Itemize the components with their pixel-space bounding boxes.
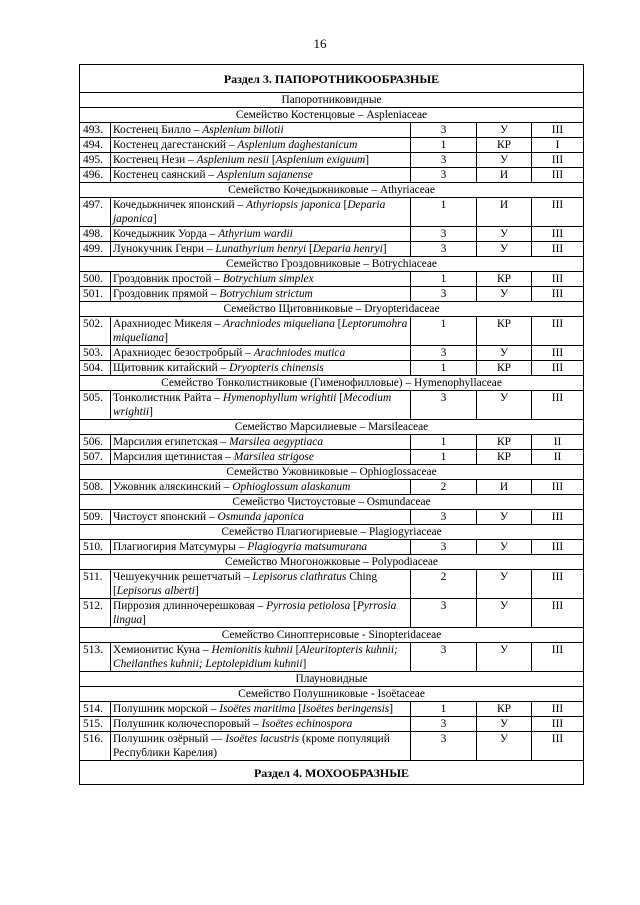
name-text: [ xyxy=(292,644,300,656)
name-text: Чистоуст японский – xyxy=(113,511,218,523)
category-cell: 1 xyxy=(411,361,477,376)
name-text: Щитовник китайский – xyxy=(113,362,230,374)
species-row xyxy=(80,570,584,599)
name-text: ] xyxy=(382,243,387,255)
name-text: Лунокучник Генри – xyxy=(113,243,216,255)
row-number: 497. xyxy=(80,198,111,227)
row-number: 498. xyxy=(80,227,111,242)
species-row xyxy=(80,450,584,465)
category-cell: 1 xyxy=(411,138,477,153)
category-cell: 1 xyxy=(411,317,477,346)
family-row xyxy=(80,108,584,123)
category-cell: 3 xyxy=(411,287,477,302)
name-text: Костенец саянский – xyxy=(113,169,217,181)
species-name xyxy=(111,570,411,599)
priority-cell: III xyxy=(532,702,584,717)
species-row xyxy=(80,702,584,717)
species-row xyxy=(80,391,584,420)
latin-name: Deparia japonica xyxy=(113,199,386,225)
status-cell: У xyxy=(477,287,532,302)
status-cell: У xyxy=(477,599,532,628)
latin-name: Mecodium wrightii xyxy=(113,392,392,418)
name-text: Марсилия египетская – xyxy=(113,436,230,448)
family-title: Семейство Многоножковые – Polypodiaceae xyxy=(80,555,584,570)
latin-name: Isoëtes beringensis xyxy=(302,703,390,715)
row-number: 505. xyxy=(80,391,111,420)
category-cell: 2 xyxy=(411,480,477,495)
name-text: [ xyxy=(350,600,357,612)
species-name xyxy=(111,435,411,450)
priority-cell: III xyxy=(532,123,584,138)
name-text: [ xyxy=(336,392,344,404)
priority-cell: I xyxy=(532,138,584,153)
priority-cell: II xyxy=(532,450,584,465)
name-text: Костенец дагестанский – xyxy=(113,139,238,151)
name-text: ] xyxy=(142,614,146,626)
family-title: Семейство Костенцовые – Aspleniaceae xyxy=(80,108,584,123)
row-number: 508. xyxy=(80,480,111,495)
latin-name: Osmunda japonica xyxy=(217,511,304,523)
species-row xyxy=(80,123,584,138)
family-row xyxy=(80,376,584,391)
priority-cell: III xyxy=(532,643,584,672)
species-row xyxy=(80,435,584,450)
status-cell: У xyxy=(477,510,532,525)
name-text: Плагиогирия Матсумуры – xyxy=(113,541,248,553)
latin-name: Athyrium wardii xyxy=(218,228,293,240)
latin-name: Athyriopsis japonica xyxy=(246,199,341,211)
latin-name: Asplenium nesii xyxy=(196,154,270,166)
priority-cell: III xyxy=(532,287,584,302)
row-number: 512. xyxy=(80,599,111,628)
species-name xyxy=(111,717,411,732)
row-number: 507. xyxy=(80,450,111,465)
species-row xyxy=(80,361,584,376)
species-name xyxy=(111,346,411,361)
latin-name: Arachniodes mutica xyxy=(253,347,346,359)
status-cell: И xyxy=(477,480,532,495)
species-row xyxy=(80,168,584,183)
latin-name: Asplenium billotii xyxy=(202,124,284,136)
species-row xyxy=(80,732,584,761)
priority-cell: III xyxy=(532,227,584,242)
latin-name: Pyrrosia lingua xyxy=(113,600,397,626)
status-cell: У xyxy=(477,570,532,599)
category-cell: 3 xyxy=(411,599,477,628)
latin-name: Ophioglossum alaskanum xyxy=(232,481,351,493)
species-name xyxy=(111,732,411,761)
name-text: Полушник колючеспоровый – xyxy=(113,718,262,730)
row-number: 496. xyxy=(80,168,111,183)
status-cell: КР xyxy=(477,450,532,465)
category-cell: 1 xyxy=(411,272,477,287)
priority-cell: III xyxy=(532,510,584,525)
latin-name: Marsilea strigose xyxy=(233,451,314,463)
priority-cell: II xyxy=(532,435,584,450)
latin-name: Lepisorus alberti xyxy=(116,585,195,597)
status-cell: У xyxy=(477,717,532,732)
section-header-row xyxy=(80,65,584,93)
latin-name: Lepisorus clathratus xyxy=(252,571,347,583)
species-row xyxy=(80,346,584,361)
name-text: ] xyxy=(365,154,370,166)
priority-cell: III xyxy=(532,570,584,599)
priority-cell: III xyxy=(532,317,584,346)
priority-cell: III xyxy=(532,540,584,555)
latin-name: Dryopteris chinensis xyxy=(229,362,324,374)
name-text: [ xyxy=(269,154,276,166)
name-text: ] xyxy=(152,213,157,225)
species-row xyxy=(80,272,584,287)
status-cell: И xyxy=(477,198,532,227)
priority-cell: III xyxy=(532,391,584,420)
group-title: Папоротниковидные xyxy=(80,93,584,108)
species-name xyxy=(111,198,411,227)
species-name xyxy=(111,540,411,555)
species-row xyxy=(80,510,584,525)
family-title: Семейство Ужовниковые – Ophioglossaceae xyxy=(80,465,584,480)
name-text: ] xyxy=(302,658,307,670)
species-name xyxy=(111,391,411,420)
species-row xyxy=(80,138,584,153)
species-name xyxy=(111,123,411,138)
status-cell: КР xyxy=(477,272,532,287)
family-title: Семейство Марсилиевые – Marsileaceae xyxy=(80,420,584,435)
row-number: 514. xyxy=(80,702,111,717)
family-row xyxy=(80,525,584,540)
name-text: Костенец Билло – xyxy=(113,124,203,136)
name-text: Гроздовник простой – xyxy=(113,273,223,285)
priority-cell: III xyxy=(532,272,584,287)
family-title: Семейство Полушниковые - Isoëtaceae xyxy=(80,687,584,702)
row-number: 504. xyxy=(80,361,111,376)
latin-name: Hymenophyllum wrightii xyxy=(222,392,337,404)
section-footer-row xyxy=(80,761,584,785)
latin-name: Botrychium strictum xyxy=(219,288,313,300)
category-cell: 3 xyxy=(411,346,477,361)
latin-name: Arachniodes miqueliana xyxy=(223,318,335,330)
status-cell: У xyxy=(477,540,532,555)
category-cell: 3 xyxy=(411,717,477,732)
category-cell: 1 xyxy=(411,198,477,227)
species-name xyxy=(111,450,411,465)
category-cell: 3 xyxy=(411,540,477,555)
species-name xyxy=(111,317,411,346)
species-row xyxy=(80,643,584,672)
row-number: 510. xyxy=(80,540,111,555)
species-name xyxy=(111,643,411,672)
species-name xyxy=(111,168,411,183)
species-row xyxy=(80,198,584,227)
species-row xyxy=(80,599,584,628)
name-text: Полушник озёрный — xyxy=(113,733,226,745)
species-name xyxy=(111,153,411,168)
name-text: [ xyxy=(295,703,303,715)
species-row xyxy=(80,717,584,732)
latin-name: Pyrrosia petiolosa xyxy=(266,600,351,612)
red-book-table xyxy=(79,64,584,785)
family-title: Семейство Гроздовниковые – Botrychiaceae xyxy=(80,257,584,272)
species-name xyxy=(111,138,411,153)
name-text: [ xyxy=(306,243,313,255)
name-text: Ching [ xyxy=(113,571,378,597)
row-number: 495. xyxy=(80,153,111,168)
category-cell: 3 xyxy=(411,123,477,138)
category-cell: 3 xyxy=(411,242,477,257)
name-text: Чешуекучник решетчатый – xyxy=(113,571,253,583)
row-number: 503. xyxy=(80,346,111,361)
name-text: Костенец Нези – xyxy=(113,154,197,166)
name-text: Кочедыжник Уорда – xyxy=(113,228,219,240)
next-section-title: Раздел 4. МОХООБРАЗНЫЕ xyxy=(80,761,584,785)
row-number: 494. xyxy=(80,138,111,153)
priority-cell: III xyxy=(532,198,584,227)
species-name xyxy=(111,287,411,302)
name-text: (кроме популяций Республики Карелия) xyxy=(113,733,390,759)
status-cell: КР xyxy=(477,702,532,717)
name-text: ] xyxy=(194,585,199,597)
latin-name: Isoëtes echinospora xyxy=(261,718,353,730)
category-cell: 3 xyxy=(411,732,477,761)
group-title: Плауновидные xyxy=(80,672,584,687)
latin-name: Aleuritopteris kuhnii; Cheilanthes kuhnii; Leptolepidium kuhnii xyxy=(113,644,398,670)
latin-name: Lunathyrium henryi xyxy=(215,243,307,255)
family-row xyxy=(80,420,584,435)
name-text: ] xyxy=(164,332,169,344)
name-text: [ xyxy=(334,318,342,330)
table-footer xyxy=(80,761,584,785)
family-title: Семейство Синоптерисовые - Sinopteridaceae xyxy=(80,628,584,643)
family-row xyxy=(80,183,584,198)
category-cell: 3 xyxy=(411,168,477,183)
name-text: Ужовник аляскинский – xyxy=(113,481,233,493)
category-cell: 1 xyxy=(411,702,477,717)
section-title: Раздел 3. ПАПОРОТНИКООБРАЗНЫЕ xyxy=(80,65,584,93)
latin-name: Asplenium sajanense xyxy=(216,169,313,181)
category-cell: 3 xyxy=(411,391,477,420)
status-cell: У xyxy=(477,732,532,761)
name-text: Полушник морской – xyxy=(113,703,220,715)
species-name xyxy=(111,361,411,376)
latin-name: Botrychium simplex xyxy=(222,273,314,285)
row-number: 499. xyxy=(80,242,111,257)
priority-cell: III xyxy=(532,361,584,376)
row-number: 515. xyxy=(80,717,111,732)
species-row xyxy=(80,317,584,346)
priority-cell: III xyxy=(532,346,584,361)
priority-cell: III xyxy=(532,153,584,168)
name-text: ] xyxy=(389,703,393,715)
status-cell: У xyxy=(477,153,532,168)
priority-cell: III xyxy=(532,480,584,495)
family-row xyxy=(80,628,584,643)
family-title: Семейство Чистоустовые – Osmundaceae xyxy=(80,495,584,510)
priority-cell: III xyxy=(532,732,584,761)
page-number: 16 xyxy=(313,36,327,51)
table-body xyxy=(80,65,584,761)
species-name xyxy=(111,242,411,257)
name-text: Арахниодес безостробрый – xyxy=(113,347,254,359)
status-cell: У xyxy=(477,227,532,242)
row-number: 493. xyxy=(80,123,111,138)
row-number: 513. xyxy=(80,643,111,672)
species-row xyxy=(80,540,584,555)
name-text: Марсилия щетинистая – xyxy=(113,451,234,463)
family-title: Семейство Тонколистниковые (Гименофилловые) – Hymenophyllaceae xyxy=(80,376,584,391)
family-row xyxy=(80,302,584,317)
species-name xyxy=(111,599,411,628)
latin-name: Marsilea aegyptiaca xyxy=(229,436,324,448)
row-number: 511. xyxy=(80,570,111,599)
group-row xyxy=(80,93,584,108)
status-cell: И xyxy=(477,168,532,183)
status-cell: КР xyxy=(477,138,532,153)
species-row xyxy=(80,480,584,495)
row-number: 506. xyxy=(80,435,111,450)
family-title: Семейство Щитовниковые – Dryopteridaceae xyxy=(80,302,584,317)
latin-name: Deparia henryi xyxy=(312,243,383,255)
name-text: Гроздовник прямой – xyxy=(113,288,220,300)
status-cell: У xyxy=(477,123,532,138)
category-cell: 3 xyxy=(411,510,477,525)
name-text: ] xyxy=(149,406,153,418)
family-title: Семейство Плагиогириевые – Plagiogyriaceae xyxy=(80,525,584,540)
name-text: Кочедыжничек японский – xyxy=(113,199,247,211)
status-cell: У xyxy=(477,391,532,420)
latin-name: Leptorumohra miqueliana xyxy=(113,318,408,344)
latin-name: Isoëtes lacustris xyxy=(225,733,300,745)
row-number: 500. xyxy=(80,272,111,287)
row-number: 516. xyxy=(80,732,111,761)
species-name xyxy=(111,272,411,287)
family-row xyxy=(80,687,584,702)
species-name xyxy=(111,702,411,717)
latin-name: Asplenium daghestanicum xyxy=(237,139,358,151)
row-number: 509. xyxy=(80,510,111,525)
priority-cell: III xyxy=(532,242,584,257)
group-row xyxy=(80,672,584,687)
status-cell: КР xyxy=(477,361,532,376)
name-text: [ xyxy=(340,199,348,211)
category-cell: 2 xyxy=(411,570,477,599)
family-row xyxy=(80,465,584,480)
category-cell: 3 xyxy=(411,643,477,672)
name-text: Арахниодес Микеля – xyxy=(113,318,224,330)
family-row xyxy=(80,495,584,510)
category-cell: 1 xyxy=(411,450,477,465)
species-row xyxy=(80,153,584,168)
status-cell: У xyxy=(477,346,532,361)
row-number: 502. xyxy=(80,317,111,346)
latin-name: Isoëtes maritima xyxy=(219,703,296,715)
category-cell: 3 xyxy=(411,153,477,168)
species-name xyxy=(111,510,411,525)
category-cell: 1 xyxy=(411,435,477,450)
name-text: Хемионитис Куна – xyxy=(113,644,212,656)
row-number: 501. xyxy=(80,287,111,302)
family-row xyxy=(80,257,584,272)
species-name xyxy=(111,227,411,242)
family-row xyxy=(80,555,584,570)
latin-name: Hemionitis kuhnii xyxy=(211,644,293,656)
species-row xyxy=(80,287,584,302)
priority-cell: III xyxy=(532,168,584,183)
latin-name: Asplenium exiguum xyxy=(275,154,366,166)
status-cell: КР xyxy=(477,435,532,450)
species-name xyxy=(111,480,411,495)
category-cell: 3 xyxy=(411,227,477,242)
latin-name: Plagiogyria matsumurana xyxy=(247,541,368,553)
priority-cell: III xyxy=(532,599,584,628)
species-row xyxy=(80,242,584,257)
status-cell: У xyxy=(477,242,532,257)
name-text: Пиррозия длинночерешковая – xyxy=(113,600,267,612)
status-cell: КР xyxy=(477,317,532,346)
priority-cell: III xyxy=(532,717,584,732)
family-title: Семейство Кочедыжниковые – Athyriaceae xyxy=(80,183,584,198)
species-row xyxy=(80,227,584,242)
name-text: Тонколистник Райта – xyxy=(113,392,223,404)
status-cell: У xyxy=(477,643,532,672)
